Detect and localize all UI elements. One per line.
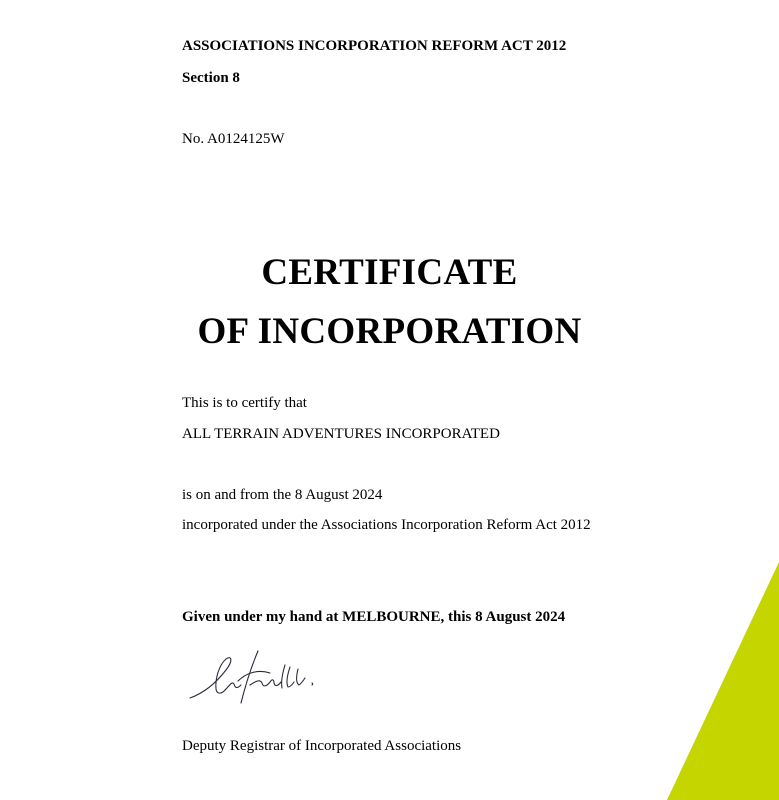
signatory-title: Deputy Registrar of Incorporated Associations — [182, 738, 462, 754]
incorporation-date-line: is on and from the 8 August 2024 — [182, 487, 383, 503]
certificate-title-line2: OF INCORPORATION — [197, 311, 582, 352]
certificate-number: No. A0124125W — [182, 131, 285, 147]
certify-intro: This is to certify that — [182, 395, 307, 411]
given-under-hand-line: Given under my hand at MELBOURNE, this 8 August 2024 — [182, 609, 566, 625]
section-label: Section 8 — [182, 70, 240, 86]
incorporation-act-line: incorporated under the Associations Incorporation Reform Act 2012 — [182, 517, 591, 533]
association-name: ALL TERRAIN ADVENTURES INCORPORATED — [182, 426, 500, 442]
act-title: ASSOCIATIONS INCORPORATION REFORM ACT 2012 — [182, 38, 567, 54]
handwritten-signature — [186, 645, 326, 710]
certificate-title-line1: CERTIFICATE — [261, 252, 518, 293]
